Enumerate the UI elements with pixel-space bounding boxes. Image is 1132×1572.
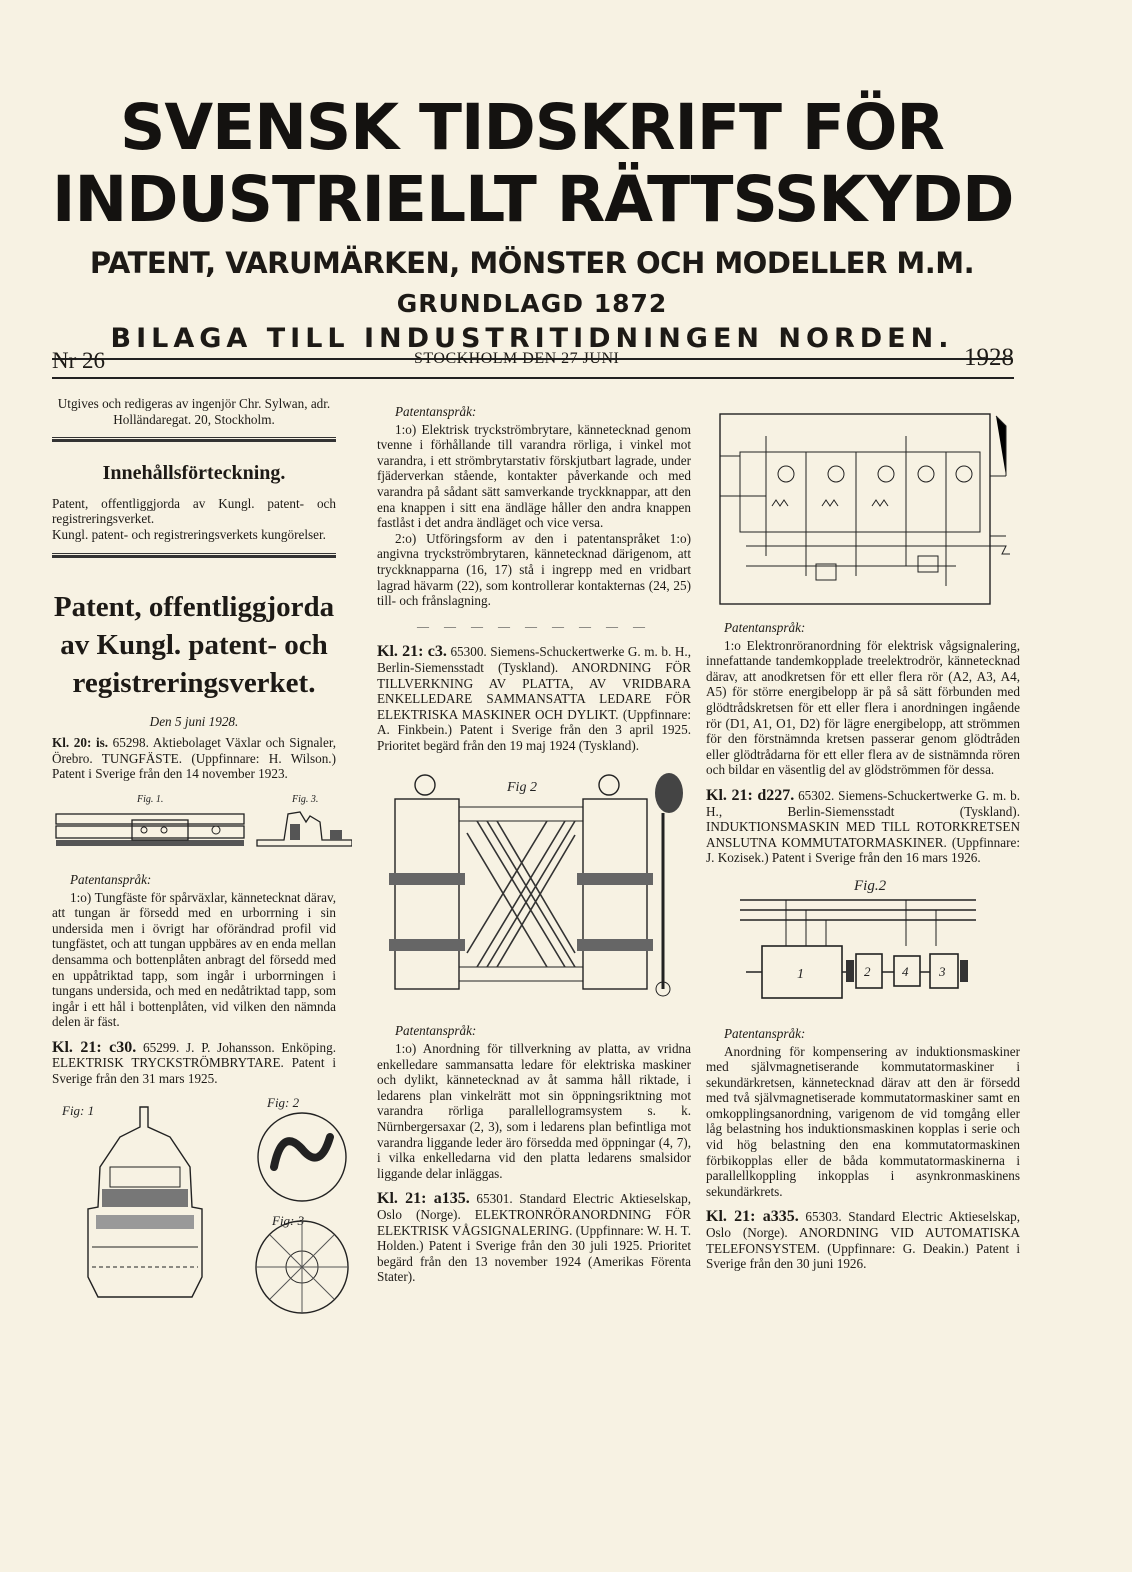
patent-class: Kl. 21: a335.: [706, 1208, 799, 1226]
figure-label: Fig: 3: [272, 1212, 305, 1228]
claim-heading: Patentanspråk:: [395, 1023, 477, 1039]
figure-label: Fig: 1: [62, 1102, 95, 1118]
patent-entry-65301: [377, 1191, 691, 1285]
patent-text: 65303. Standard Electric Aktieselskap, Oslo (Norge). ANORDNING VID AUTOMATISKA TELEFONSYSTEM. (Uppfinnare: G. Deakin.) Patent i Sverige från den 30 juni 1926.: [706, 1209, 1021, 1272]
figure-label: Fig. 3.: [292, 793, 319, 805]
figure-label: Fig.2: [854, 877, 887, 894]
masthead-subtitle: PATENT, VARUMÄRKEN, MÖNSTER OCH MODELLER M.M.: [89, 246, 975, 280]
machine-label: 3: [939, 963, 946, 979]
patent-entry-65300: [377, 644, 691, 753]
machine-label: 2: [864, 963, 871, 979]
patent-class: Kl. 20: is.: [52, 735, 109, 751]
figure-label: Fig 2: [507, 780, 537, 796]
conductor-machine-figure: [377, 763, 691, 1013]
column-1: [52, 396, 336, 1328]
divider: [52, 437, 336, 442]
masthead: [52, 92, 1012, 360]
patent-entry-65298: [52, 735, 336, 782]
issue-place-date: STOCKHOLM DEN 27 JUNI: [414, 350, 620, 367]
rail-fastener-figure: [52, 792, 352, 862]
issue-year: 1928: [964, 344, 1014, 371]
induction-machine-figure: [706, 876, 1020, 1016]
claim-text: Anordning för kompensering av induktionsmaskiner med självmagnetiserande kommutatormaskiner i sekundärkretsen, kännetecknad därav att den är försedd med två självmagnetiserade kommutatormaskiner samt en omkopplingsanordning, varigenom de vid tomgång eller låg belastning hos induktionsmaskinen kopplas i serie och vid hög belastning den ena kommutatormaskinen förbikopplas eller de båda kommutatormaskinerna i parallellkoppling inkopplas i asynkronmaskinens sekundärkrets.: [706, 1043, 1020, 1199]
column-2: [377, 396, 691, 1285]
masthead-supplement: BILAGA TILL INDUSTRITIDNINGEN NORDEN.: [52, 322, 1012, 360]
claim-text: 1:o) Anordning för tillverkning av platta, av vridna enkelledare sammansatta ledare för elektriska maskiner och dylikt, kännetecknad av åt samma håll riktade, i ledarens plan vinkelrätt mot sin öppningsriktning mot varandra rörliga parallellogramsystem s. k. Nürnbergersaxar (2, 3), som i ledarens plan befintliga mot varandra liggande leder äro försedda med öppningar (4, 7), i vilka enkelledarna vid den platta ledarens smalsidor liggande delar inläggas.: [377, 1041, 691, 1181]
toc-item: Kungl. patent- och registreringsverkets kungörelser.: [52, 526, 326, 542]
column-3: [706, 396, 1020, 1272]
divider: [52, 553, 336, 558]
separator-dashes: — — — — — — — — —: [417, 618, 651, 633]
patent-text: 65299. J. P. Johansson. Enköping. ELEKTRISK TRYCKSTRÖMBRYTARE. Patent i Sverige från den 31 mars 1925.: [52, 1039, 336, 1087]
toc-title: Innehållsförteckning.: [102, 462, 286, 485]
claim-text: 1:o) Tungfäste för spårväxlar, kännetecknat därav, att tungan är försedd med en urborrning i sin undersida men i övrigt har oförändrad profil vid tungfästet, och att tungan uppbäres av en enda mellan densamma och bottenplåten anbragt del försedd med en uppåtriktad tapp, som ingår i urborrningen i tungans undersida, och med en nedåtriktad tapp, som ingår i ett hål i bottenplåten, vid vilken den nämnda delen är fäst.: [52, 889, 336, 1030]
circuit-diagram-figure: [706, 396, 1020, 610]
machine-label: 1: [797, 966, 804, 982]
claim-text: 1:o Elektronröranordning för elektrisk vågsignalering, innefattande tandemkopplade treelektrodrör, kännetecknad därav, att anodkretsen för ett eller flera rör (A2, A3, A4, A5) för större energibelopp är på så sätt förbunden med glödtrådskretsen för ett eller flera i anordningen ingående rör (D1, A1, O1, D2) för lägre energibelopp, att strömmen för den förstnämnda kretsen passerar genom glödtråden eller glödtrådarna för ett eller flera av de sistnämnda rören och bildar en väsentlig del av glödströmmen för dessa.: [706, 637, 1020, 778]
patent-class: Kl. 21: c3.: [377, 643, 447, 661]
issue-bar: [52, 343, 1014, 379]
patent-text: 65298. Aktiebolaget Växlar och Signaler, Örebro. TUNGFÄSTE. (Uppfinnare: H. Wilson.) Patent i Sverige från den 14 november 1923.: [52, 735, 336, 782]
claim-heading: Patentanspråk:: [724, 620, 806, 635]
claim-heading: Patentanspråk:: [724, 1025, 806, 1041]
patent-class: Kl. 21: d227.: [706, 786, 795, 804]
patent-entry-65302: [706, 788, 1020, 866]
issue-number: Nr 26: [52, 348, 106, 373]
claim-text: 2:o) Utföringsform av den i patentanspråket 1:o) angivna tryckströmbrytaren, kännetecknad därigenom, att tryckknapparna (16, 17) stå i ingrepp med en vridbart lagrad hävarm (22), som kontrollerar kontakternas (24, 25) till- och frånslagning.: [377, 530, 691, 609]
section-title: Patent, offentliggjorda av Kungl. patent- och registreringsverket.: [53, 590, 335, 699]
masthead-title-line1: SVENSK TIDSKRIFT FÖR: [120, 91, 944, 164]
figure-label: Fig. 1.: [137, 793, 164, 805]
patent-text: 65302. Siemens-Schuckertwerke G. m. b. H., Berlin-Siemensstadt (Tyskland). INDUKTIONSMASKIN MED TILL ROTORKRETSEN ANSLUTNA KOMMUTATORMASKINER. (Uppfinnare: J. Kozisek.) Patent i Sverige från den 16 mars 1926.: [706, 787, 1020, 866]
patent-text: 65301. Standard Electric Aktieselskap, Oslo (Norge). ELEKTRONRÖRANORDNING FÖR ELEKTRISK VÅGSIGNALERING. (Uppfinnare: W. H. T. Holden.) Patent i Sverige från den 30 juli 1925. Prioritet begärd från den 13 november 1924 (Amerikas Förenta Stater).: [377, 1191, 692, 1285]
figure-label: Fig: 2: [267, 1096, 300, 1110]
publication-date: Den 5 juni 1928.: [149, 713, 239, 729]
claim-heading: Patentanspråk:: [70, 871, 152, 887]
masthead-title-line2: INDUSTRIELLT RÄTTSSKYDD: [52, 163, 1014, 236]
patent-class: Kl. 21: c30.: [52, 1038, 137, 1056]
toc-item: Patent, offentliggjorda av Kungl. patent- och registreringsverket.: [52, 495, 336, 527]
masthead-founded: GRUNDLAGD 1872: [396, 289, 668, 318]
switch-figure: [52, 1097, 352, 1322]
machine-label: 4: [902, 963, 909, 979]
editor-note: Utgives och redigeras av ingenjör Chr. Sylwan, adr. Holländaregat. 20, Stockholm.: [57, 396, 331, 427]
patent-entry-65303: [706, 1209, 1020, 1271]
claim-heading: Patentanspråk:: [395, 404, 477, 419]
claim-text: 1:o) Elektrisk tryckströmbrytare, kännetecknad genom tvenne i förhållande till varandra rörliga, i vinkel mot varandra, i ett strömbrytarstativ förskjutbart lagrade, under fjäderverkan stående, kontakter påverkande och med varandra på sådant sätt samverkande tryckknappar, att den ena knappen i sitt ena ändläge håller den andra knappen fastlåst i det andra ändläget och vice versa.: [377, 421, 691, 531]
patent-class: Kl. 21: a135.: [377, 1190, 470, 1208]
patent-text: 65300. Siemens-Schuckertwerke G. m. b. H., Berlin-Siemensstadt (Tyskland). ANORDNING FÖR TILLVERKNING AV PLATTA, AV VRIDBARA ENKELLEDARE SAMMANSATTA LEDARE FÖR ELEKTRISKA MASKINER OCH DYLIKT. (Uppfinnare: A. Finkbein.) Patent i Sverige från den 3 april 1925. Prioritet begärd från den 19 maj 1924 (Tyskland).: [377, 644, 691, 753]
patent-entry-65299: [52, 1040, 336, 1087]
